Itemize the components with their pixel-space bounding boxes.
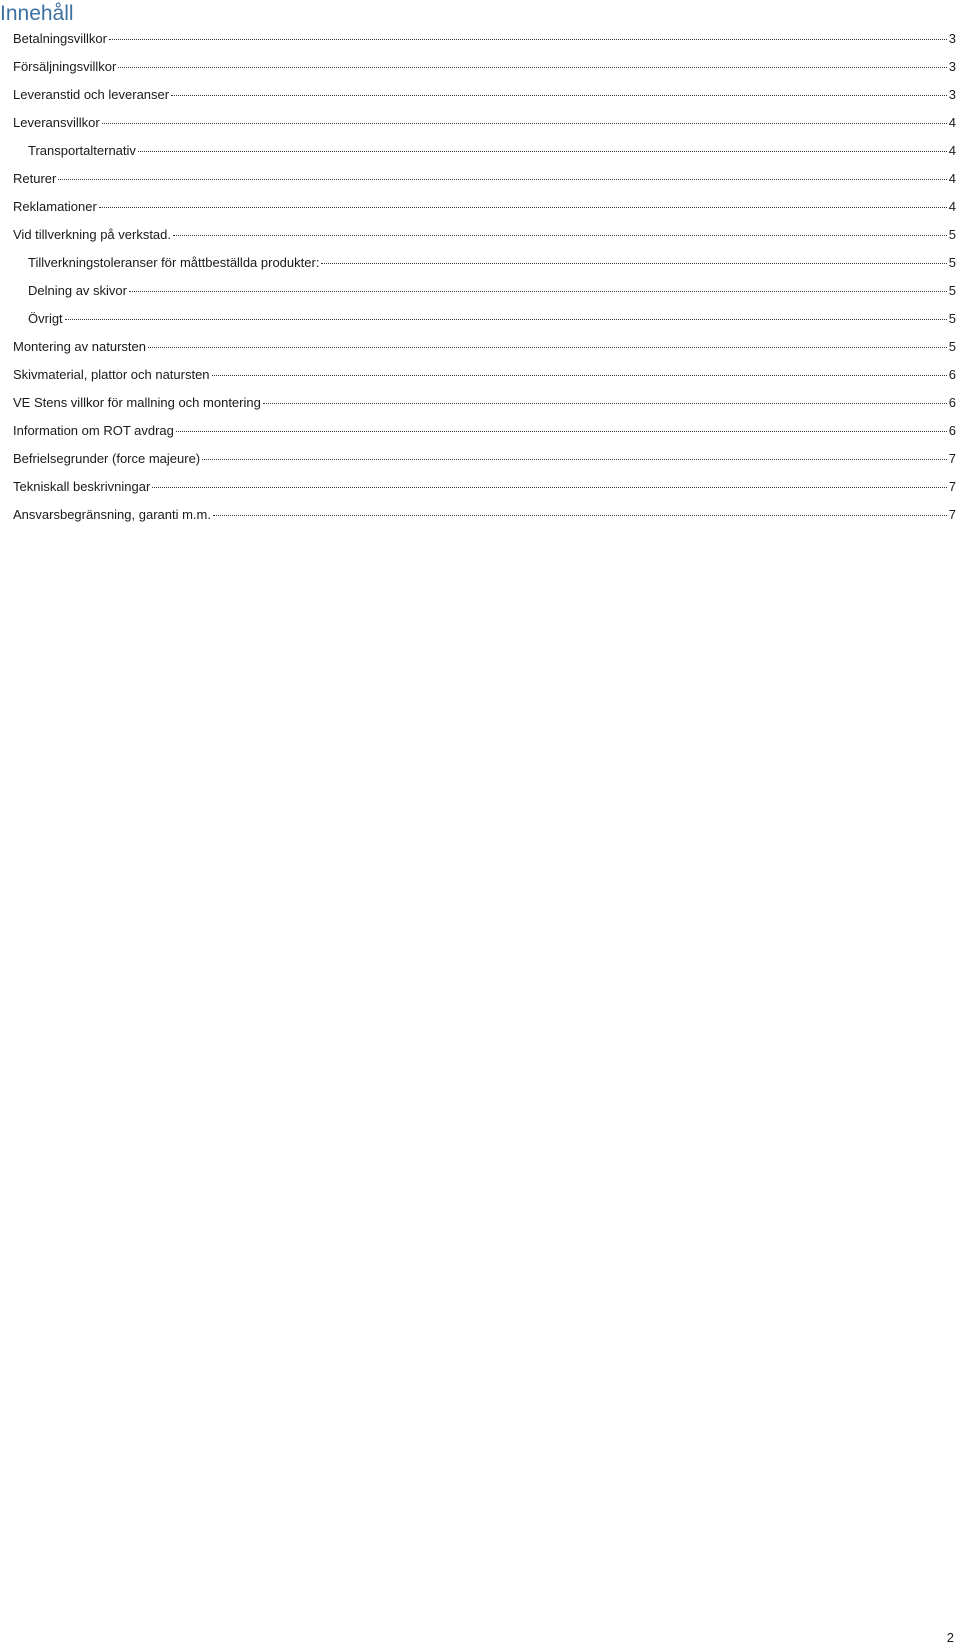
toc-entry-page[interactable]: 6 (948, 395, 956, 410)
page-number: 2 (946, 1630, 954, 1645)
toc-entry-title[interactable]: Montering av natursten (13, 339, 146, 354)
toc-subentry[interactable] (13, 307, 956, 335)
toc-entry[interactable] (13, 335, 956, 363)
toc-entry-title[interactable]: VE Stens villkor för mallning och montering (13, 395, 261, 410)
toc-entry[interactable] (13, 475, 956, 503)
toc-entry-page[interactable]: 4 (948, 115, 956, 130)
toc-entry-page[interactable]: 7 (948, 479, 956, 494)
toc-entry-title[interactable]: Information om ROT avdrag (13, 423, 174, 438)
toc-entry-title[interactable]: Reklamationer (13, 199, 97, 214)
toc-heading: Innehåll (0, 2, 74, 25)
toc-entry[interactable] (13, 391, 956, 419)
toc-entry[interactable] (13, 167, 956, 195)
toc-entry[interactable] (13, 447, 956, 475)
toc-entry-title[interactable]: Delning av skivor (28, 283, 127, 298)
toc-entry-page[interactable]: 6 (948, 423, 956, 438)
toc-leader (321, 262, 946, 264)
toc-entry[interactable] (13, 503, 956, 531)
toc-entry-page[interactable]: 5 (948, 339, 956, 354)
toc-entry-page[interactable]: 7 (948, 507, 956, 522)
toc-entry-title[interactable]: Transportalternativ (28, 143, 136, 158)
toc-entry-page[interactable]: 3 (948, 59, 956, 74)
toc-entry-title[interactable]: Tekniskall beskrivningar (13, 479, 151, 494)
toc-entry-page[interactable]: 4 (948, 143, 956, 158)
toc-entry-title[interactable]: Försäljningsvillkor (13, 59, 117, 74)
toc-entry-title[interactable]: Ansvarsbegränsning, garanti m.m. (13, 507, 211, 522)
toc-leader (148, 346, 947, 348)
toc-entry-title[interactable]: Betalningsvillkor (13, 31, 107, 46)
toc-entry[interactable] (13, 419, 956, 447)
toc-entry-title[interactable]: Befrielsegrunder (force majeure) (13, 451, 201, 466)
toc-subentry[interactable] (13, 139, 956, 167)
toc-entry-page[interactable]: 3 (948, 31, 956, 46)
toc-entry[interactable] (13, 55, 956, 83)
toc-entry-title[interactable]: Skivmaterial, plattor och natursten (13, 367, 210, 382)
toc-entry-page[interactable]: 5 (948, 311, 956, 326)
toc-entry[interactable] (13, 223, 956, 251)
toc-entry[interactable] (13, 363, 956, 391)
toc-entry-page[interactable]: 6 (948, 367, 956, 382)
toc-leader (173, 234, 947, 236)
toc-subentry[interactable] (13, 251, 956, 279)
toc-entry-title[interactable]: Vid tillverkning på verkstad. (13, 227, 172, 242)
toc-leader (213, 514, 947, 516)
toc-entry-title[interactable]: Leveransvillkor (13, 115, 100, 130)
toc-entry-page[interactable]: 4 (948, 171, 956, 186)
toc-leader (58, 178, 946, 180)
toc-leader (102, 122, 947, 124)
toc-entry-page[interactable]: 7 (948, 451, 956, 466)
toc-leader (176, 430, 947, 432)
toc-leader (171, 94, 947, 96)
toc-leader (109, 38, 947, 40)
toc-leader (129, 290, 947, 292)
toc-entry-page[interactable]: 5 (948, 227, 956, 242)
toc-entry-title[interactable]: Tillverkningstoleranser för måttbeställda produkter: (28, 255, 320, 270)
toc-entry-page[interactable]: 4 (948, 199, 956, 214)
toc-leader (263, 402, 947, 404)
toc-entry-title[interactable]: Returer (13, 171, 57, 186)
toc-leader (212, 374, 947, 376)
toc-leader (138, 150, 947, 152)
toc-entry[interactable] (13, 111, 956, 139)
toc-entry-title[interactable]: Övrigt (28, 311, 63, 326)
toc-leader (118, 66, 946, 68)
toc-entry-page[interactable]: 3 (948, 87, 956, 102)
toc-leader (152, 486, 946, 488)
toc-entry[interactable] (13, 195, 956, 223)
table-of-contents (13, 27, 956, 531)
toc-entry-title[interactable]: Leveranstid och leveranser (13, 87, 170, 102)
toc-leader (202, 458, 947, 460)
toc-leader (99, 206, 947, 208)
toc-subentry[interactable] (13, 279, 956, 307)
toc-leader (65, 318, 947, 320)
toc-entry-page[interactable]: 5 (948, 283, 956, 298)
toc-entry[interactable] (13, 83, 956, 111)
toc-entry[interactable] (13, 27, 956, 55)
toc-entry-page[interactable]: 5 (948, 255, 956, 270)
